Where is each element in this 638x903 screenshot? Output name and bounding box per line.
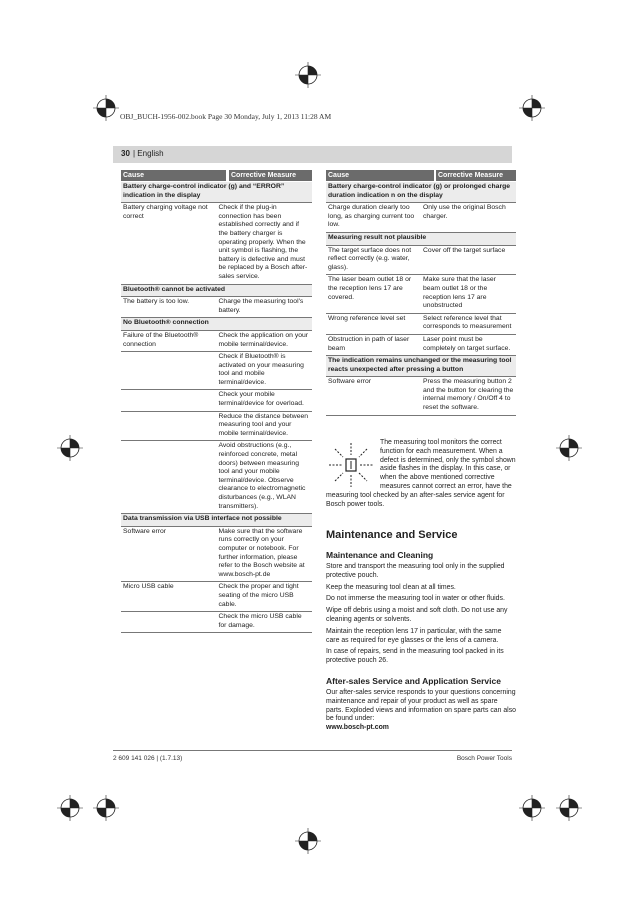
maintenance-paragraphs [326, 563, 516, 669]
table-cell-measure: Charge the measuring tool's battery. [217, 297, 313, 318]
table-cell-cause: Battery charging voltage not correct [121, 203, 217, 284]
table-cell-measure: Avoid obstructions (e.g., reinforced concrete, metal doors) between measuring tool and your mobile terminal/device. Observe clearance to electromagnetic disturbances (e.g., WLAN transmitters). [217, 441, 313, 514]
maintenance-paragraph: Wipe off debris using a moist and soft cloth. Do not use any cleaning agents or solvents. [326, 607, 508, 623]
table-cell-cause: Software error [326, 377, 421, 415]
table-row [121, 352, 312, 390]
table-cell-cause: The target surface does not reflect correctly (e.g. water, glass). [326, 245, 421, 275]
table-section-heading: Data transmission via USB interface not possible [121, 514, 312, 527]
table-section-heading: Battery charge-control indicator (g) or prolonged charge duration indication n on the display [326, 182, 516, 203]
table-cell-cause [121, 441, 217, 514]
footer-left: 2 609 141 026 | (1.7.13) [113, 755, 183, 762]
service-title: After-sales Service and Application Service [326, 676, 501, 686]
table-cell-cause [121, 352, 217, 390]
print-header: OBJ_BUCH-1956-002.book Page 30 Monday, July 1, 2013 11:28 AM [120, 112, 332, 121]
maintenance-title: Maintenance and Service [326, 529, 458, 541]
table-section-row [121, 514, 312, 527]
table-section-heading: Measuring result not plausible [326, 232, 516, 245]
table-cell-cause [121, 411, 217, 441]
page-number: 30 [121, 149, 130, 158]
registration-mark-icon [57, 795, 83, 821]
registration-mark-icon [519, 95, 545, 121]
table-row [121, 203, 312, 284]
registration-mark-icon [556, 795, 582, 821]
table-cell-measure: Reduce the distance between measuring tool and your mobile terminal/device. [217, 411, 313, 441]
table-cell-cause: The laser beam outlet 18 or the reception lens 17 are covered. [326, 275, 421, 313]
table-row [121, 411, 312, 441]
table-row [326, 377, 516, 415]
page-header [113, 146, 512, 163]
table-cell-cause: Failure of the Bluetooth® connection [121, 330, 217, 351]
error-sun-symbol-icon [326, 440, 376, 490]
table-cell-measure: Press the measuring button 2 and the button for clearing the internal memory / On/Off 4 to reset the software. [421, 377, 516, 415]
table-section-row [121, 318, 312, 331]
maintenance-paragraph: Store and transport the measuring tool only in the supplied protective pouch. [326, 563, 505, 579]
table-row [326, 275, 516, 313]
table-row [121, 612, 312, 633]
table-cell-cause: The battery is too low. [121, 297, 217, 318]
page-language: | English [133, 149, 164, 158]
table-cell-measure: Make sure that the laser beam outlet 18 or the reception lens 17 are unobstructed [421, 275, 516, 313]
right-troubleshooting-table [326, 182, 516, 416]
table-cell-measure: Check the micro USB cable for damage. [217, 612, 313, 633]
table-cell-cause: Wrong reference level set [326, 313, 421, 334]
table-row [121, 526, 312, 582]
registration-mark-icon [57, 435, 83, 461]
table-section-heading: No Bluetooth® connection [121, 318, 312, 331]
self-monitor-text-bottom: measuring tool checked by an after-sales service agent for Bosch power tools. [326, 492, 505, 508]
left-troubleshooting-table [121, 182, 312, 633]
table-cell-measure: Check your mobile terminal/device for overload. [217, 390, 313, 411]
table-section-heading: Battery charge-control indicator (g) and “ERROR” indication in the display [121, 182, 312, 203]
self-monitor-text-top: The measuring tool monitors the correct function for each measurement. When a defect is determined, only the symbol shown aside flashes in the display. In this case, or when the above mentioned corrective measures cannot correct an error, have the [380, 439, 516, 490]
table-row [326, 245, 516, 275]
table-row [326, 313, 516, 334]
registration-mark-icon [519, 795, 545, 821]
table-row [121, 441, 312, 514]
table-cell-measure: Laser point must be completely on target surface. [421, 334, 516, 355]
table-row [326, 203, 516, 233]
table-cell-cause [121, 612, 217, 633]
table-cell-measure: Make sure that the software runs correctly on your computer or notebook. For further information, please refer to the Bosch website at www.bosch-pt.de [217, 526, 313, 582]
table-row [121, 390, 312, 411]
left-col-cause-header: Cause [121, 170, 226, 181]
footer-right: Bosch Power Tools [456, 755, 512, 762]
table-cell-measure: Check if Bluetooth® is activated on your measuring tool and mobile terminal/device. [217, 352, 313, 390]
table-cell-cause: Charge duration clearly too long, as charging current too low. [326, 203, 421, 233]
registration-mark-icon [93, 95, 119, 121]
left-col-measure-header: Corrective Measure [229, 170, 312, 181]
table-row [121, 582, 312, 612]
table-cell-cause: Micro USB cable [121, 582, 217, 612]
table-section-row [326, 356, 516, 377]
table-cell-measure: Only use the original Bosch charger. [421, 203, 516, 233]
registration-mark-icon [295, 828, 321, 854]
table-cell-cause: Obstruction in path of laser beam [326, 334, 421, 355]
table-cell-measure: Select reference level that corresponds to measurement [421, 313, 516, 334]
registration-mark-icon [93, 795, 119, 821]
table-section-heading: The indication remains unchanged or the measuring tool reacts unexpected after pressing a button [326, 356, 516, 377]
table-cell-measure: Check the application on your mobile terminal/device. [217, 330, 313, 351]
service-url-link[interactable]: www.bosch-pt.com [326, 724, 389, 732]
cleaning-title: Maintenance and Cleaning [326, 550, 434, 560]
table-cell-measure: Check if the plug-in connection has been established correctly and if the battery charger is operating properly. When the unit symbol is flashing, the battery is defective and must be replaced by a Bosch after-sales service. [217, 203, 313, 284]
table-section-heading: Bluetooth® cannot be activated [121, 284, 312, 297]
service-text: Our after-sales service responds to your questions concerning maintenance and repair of your product as well as spare parts. Exploded views and information on spare parts can also be found under: www.bosch-pt.com [326, 689, 516, 732]
table-cell-measure: Check the proper and tight seating of the micro USB cable. [217, 582, 313, 612]
maintenance-paragraph: Maintain the reception lens 17 in particular, with the same care as required for eye glasses or the lens of a camera. [326, 627, 502, 644]
maintenance-paragraph: Do not immerse the measuring tool in water or other fluids. [326, 595, 505, 603]
table-row [121, 297, 312, 318]
table-cell-cause: Software error [121, 526, 217, 582]
table-section-row [326, 232, 516, 245]
footer-rule [113, 750, 512, 751]
table-cell-cause [121, 390, 217, 411]
right-col-cause-header: Cause [326, 170, 434, 181]
registration-mark-icon [556, 435, 582, 461]
registration-mark-icon [295, 62, 321, 88]
table-cell-measure: Cover off the target surface [421, 245, 516, 275]
maintenance-paragraph: In case of repairs, send in the measuring tool packed in its protective pouch 26. [326, 648, 504, 665]
maintenance-paragraph: Keep the measuring tool clean at all times. [326, 583, 456, 591]
table-section-row [121, 284, 312, 297]
right-col-measure-header: Corrective Measure [436, 170, 516, 181]
table-row [326, 334, 516, 355]
table-row [121, 330, 312, 351]
table-section-row [326, 182, 516, 203]
table-section-row [121, 182, 312, 203]
